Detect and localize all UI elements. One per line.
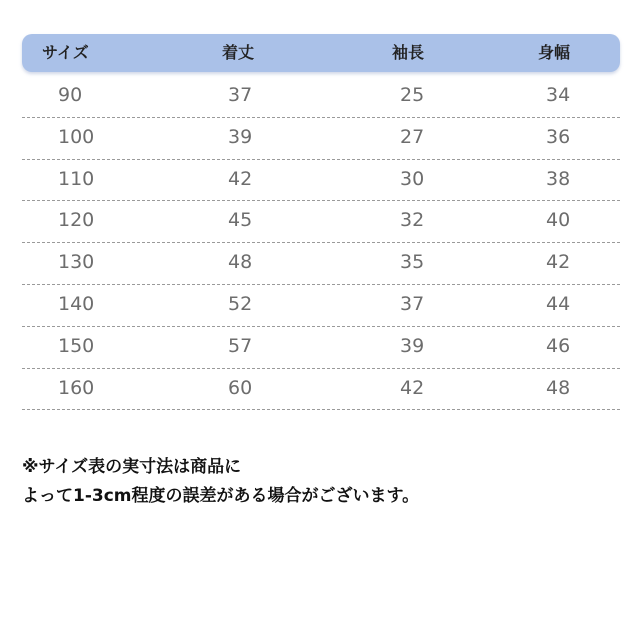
disclaimer-line-2: よって1-3cm程度の誤差がある場合がございます。 <box>22 486 420 506</box>
cell-length: 39 <box>228 125 253 148</box>
table-row <box>22 243 620 285</box>
table-row <box>22 201 620 243</box>
table-body <box>22 76 620 410</box>
cell-sleeve: 39 <box>400 334 425 357</box>
cell-sleeve: 37 <box>400 292 425 315</box>
cell-size: 110 <box>58 167 95 190</box>
table-row <box>22 160 620 202</box>
cell-length: 52 <box>228 292 253 315</box>
header-sleeve: 袖長 <box>392 43 425 62</box>
cell-chest: 38 <box>546 167 571 190</box>
cell-chest: 40 <box>546 209 571 232</box>
cell-size: 130 <box>58 251 95 274</box>
cell-chest: 48 <box>546 376 571 399</box>
cell-chest: 44 <box>546 292 571 315</box>
table-row <box>22 327 620 369</box>
cell-size: 120 <box>58 209 95 232</box>
cell-size: 160 <box>58 376 95 399</box>
cell-length: 57 <box>228 334 253 357</box>
cell-sleeve: 27 <box>400 125 425 148</box>
cell-length: 42 <box>228 167 253 190</box>
cell-sleeve: 35 <box>400 251 425 274</box>
disclaimer-line-1: ※サイズ表の実寸法は商品に <box>22 457 242 477</box>
table-row <box>22 76 620 118</box>
size-disclaimer <box>22 453 419 511</box>
cell-length: 37 <box>228 84 253 106</box>
cell-chest: 36 <box>546 125 571 148</box>
size-table <box>22 34 620 410</box>
table-row <box>22 369 620 411</box>
cell-length: 45 <box>228 209 253 232</box>
cell-chest: 42 <box>546 251 571 274</box>
cell-length: 60 <box>228 376 253 399</box>
header-chest: 身幅 <box>538 43 571 62</box>
table-row <box>22 118 620 160</box>
cell-sleeve: 25 <box>400 84 425 106</box>
cell-size: 100 <box>58 125 95 148</box>
table-header <box>22 34 620 72</box>
cell-size: 140 <box>58 292 95 315</box>
cell-chest: 34 <box>546 84 571 106</box>
cell-chest: 46 <box>546 334 571 357</box>
cell-size: 150 <box>58 334 95 357</box>
cell-sleeve: 32 <box>400 209 425 232</box>
table-row <box>22 285 620 327</box>
header-size: サイズ <box>42 43 89 62</box>
cell-sleeve: 42 <box>400 376 425 399</box>
cell-length: 48 <box>228 251 253 274</box>
cell-sleeve: 30 <box>400 167 425 190</box>
header-length: 着丈 <box>222 43 255 62</box>
cell-size: 90 <box>58 84 83 106</box>
